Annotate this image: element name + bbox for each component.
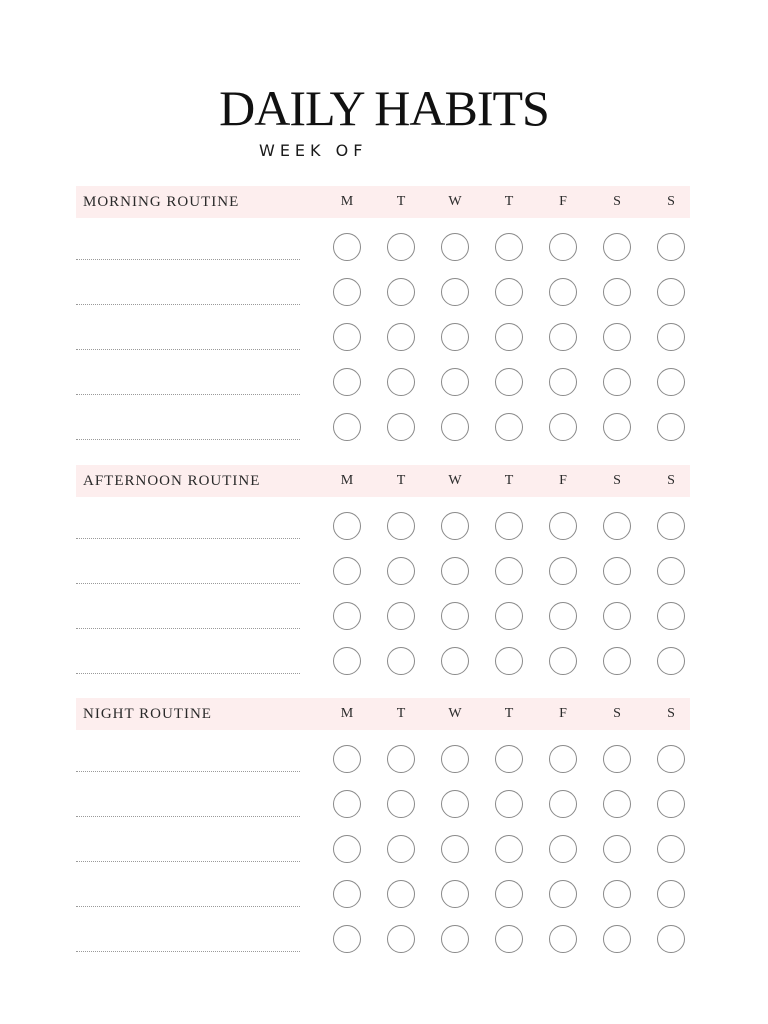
habit-name-line[interactable]	[76, 439, 300, 440]
day-label: T	[504, 473, 514, 488]
habit-checkbox[interactable]	[333, 790, 361, 818]
page-title: DAILY HABITS	[219, 80, 549, 136]
habit-checkbox[interactable]	[333, 835, 361, 863]
habit-checkbox[interactable]	[387, 790, 415, 818]
habit-checkbox[interactable]	[495, 880, 523, 908]
habit-checkbox[interactable]	[549, 602, 577, 630]
habit-checkbox[interactable]	[333, 368, 361, 396]
habit-checkbox[interactable]	[603, 602, 631, 630]
habit-name-line[interactable]	[76, 628, 300, 629]
habit-checkbox[interactable]	[603, 925, 631, 953]
habit-checkbox[interactable]	[441, 745, 469, 773]
habit-checkbox[interactable]	[603, 790, 631, 818]
habit-checkbox[interactable]	[387, 413, 415, 441]
habit-name-line[interactable]	[76, 538, 300, 539]
habit-name-line[interactable]	[76, 771, 300, 772]
habit-checkbox[interactable]	[657, 602, 685, 630]
habit-checkbox[interactable]	[441, 790, 469, 818]
day-label: S	[613, 194, 621, 209]
day-label: W	[448, 473, 462, 488]
habit-checkbox[interactable]	[603, 368, 631, 396]
habit-checkbox[interactable]	[387, 557, 415, 585]
section-header	[76, 698, 690, 730]
habit-checkbox[interactable]	[549, 745, 577, 773]
day-label: M	[340, 473, 354, 488]
day-label: F	[559, 706, 567, 721]
habit-checkbox[interactable]	[657, 368, 685, 396]
habit-checkbox[interactable]	[333, 602, 361, 630]
habit-row	[76, 790, 690, 824]
habit-checkbox[interactable]	[603, 278, 631, 306]
habit-checkbox[interactable]	[333, 745, 361, 773]
habit-checkbox[interactable]	[549, 368, 577, 396]
habit-checkbox[interactable]	[603, 512, 631, 540]
day-label: M	[340, 706, 354, 721]
habit-name-line[interactable]	[76, 304, 300, 305]
habit-checkbox[interactable]	[441, 233, 469, 261]
habit-row	[76, 512, 690, 546]
habit-checkbox[interactable]	[441, 368, 469, 396]
day-label: T	[504, 706, 514, 721]
habit-checkbox[interactable]	[387, 880, 415, 908]
habit-checkbox[interactable]	[657, 880, 685, 908]
habit-checkbox[interactable]	[603, 745, 631, 773]
habit-checkbox[interactable]	[441, 602, 469, 630]
habit-checkbox[interactable]	[333, 413, 361, 441]
habit-checkbox[interactable]	[657, 413, 685, 441]
habit-row	[76, 368, 690, 402]
habit-checkbox[interactable]	[495, 278, 523, 306]
habit-checkbox[interactable]	[333, 925, 361, 953]
habit-name-line[interactable]	[76, 861, 300, 862]
habit-checkbox[interactable]	[387, 835, 415, 863]
section-header	[76, 186, 690, 218]
habit-checkbox[interactable]	[495, 790, 523, 818]
habit-checkbox[interactable]	[495, 835, 523, 863]
section-title: AFTERNOON ROUTINE	[83, 473, 261, 489]
habit-row	[76, 602, 690, 636]
habit-checkbox[interactable]	[495, 512, 523, 540]
habit-checkbox[interactable]	[333, 880, 361, 908]
habit-row	[76, 880, 690, 914]
habit-checkbox[interactable]	[441, 278, 469, 306]
habit-checkbox[interactable]	[495, 647, 523, 675]
habit-row	[76, 745, 690, 779]
habit-checkbox[interactable]	[387, 745, 415, 773]
habit-checkbox[interactable]	[333, 278, 361, 306]
day-label: F	[559, 194, 567, 209]
habit-row	[76, 557, 690, 591]
habit-checkbox[interactable]	[603, 835, 631, 863]
habit-checkbox[interactable]	[387, 323, 415, 351]
habit-checkbox[interactable]	[495, 602, 523, 630]
habit-checkbox[interactable]	[657, 278, 685, 306]
habit-checkbox[interactable]	[441, 647, 469, 675]
habit-checkbox[interactable]	[657, 557, 685, 585]
day-label: S	[667, 194, 675, 209]
habit-name-line[interactable]	[76, 673, 300, 674]
habit-row	[76, 647, 690, 681]
day-label: S	[613, 706, 621, 721]
section-header	[76, 465, 690, 497]
week-of-label: WEEK OF	[259, 141, 368, 160]
day-label: T	[396, 194, 406, 209]
habit-row	[76, 278, 690, 312]
habit-checkbox[interactable]	[387, 647, 415, 675]
habit-checkbox[interactable]	[387, 233, 415, 261]
habit-checkbox[interactable]	[333, 323, 361, 351]
habit-checkbox[interactable]	[495, 368, 523, 396]
habit-checkbox[interactable]	[441, 512, 469, 540]
habit-checkbox[interactable]	[549, 880, 577, 908]
habit-checkbox[interactable]	[387, 368, 415, 396]
habit-checkbox[interactable]	[495, 925, 523, 953]
habit-row	[76, 233, 690, 267]
habit-checkbox[interactable]	[333, 647, 361, 675]
day-label: T	[396, 706, 406, 721]
habit-checkbox[interactable]	[495, 413, 523, 441]
day-label: W	[448, 194, 462, 209]
day-label: T	[504, 194, 514, 209]
habit-name-line[interactable]	[76, 583, 300, 584]
habit-checkbox[interactable]	[603, 413, 631, 441]
habit-name-line[interactable]	[76, 349, 300, 350]
habit-checkbox[interactable]	[333, 557, 361, 585]
habit-checkbox[interactable]	[441, 835, 469, 863]
habit-checkbox[interactable]	[441, 880, 469, 908]
day-label: M	[340, 194, 354, 209]
day-label: F	[559, 473, 567, 488]
habit-checkbox[interactable]	[495, 233, 523, 261]
habit-checkbox[interactable]	[603, 323, 631, 351]
habit-checkbox[interactable]	[387, 278, 415, 306]
habit-checkbox[interactable]	[603, 557, 631, 585]
habit-name-line[interactable]	[76, 816, 300, 817]
day-label: S	[667, 706, 675, 721]
habit-checkbox[interactable]	[441, 557, 469, 585]
habit-checkbox[interactable]	[549, 790, 577, 818]
habit-row	[76, 925, 690, 959]
habit-checkbox[interactable]	[549, 512, 577, 540]
habit-checkbox[interactable]	[657, 745, 685, 773]
habit-checkbox[interactable]	[657, 647, 685, 675]
section-title: MORNING ROUTINE	[83, 194, 240, 210]
habit-row	[76, 835, 690, 869]
habit-checkbox[interactable]	[387, 512, 415, 540]
habit-checkbox[interactable]	[657, 835, 685, 863]
habit-name-line[interactable]	[76, 259, 300, 260]
habit-checkbox[interactable]	[495, 323, 523, 351]
habit-checkbox[interactable]	[387, 925, 415, 953]
habit-checkbox[interactable]	[549, 835, 577, 863]
habit-checkbox[interactable]	[657, 925, 685, 953]
habit-checkbox[interactable]	[549, 323, 577, 351]
habit-checkbox[interactable]	[495, 557, 523, 585]
habit-name-line[interactable]	[76, 951, 300, 952]
habit-checkbox[interactable]	[441, 413, 469, 441]
habit-checkbox[interactable]	[603, 880, 631, 908]
day-label: S	[613, 473, 621, 488]
habit-checkbox[interactable]	[549, 925, 577, 953]
habit-checkbox[interactable]	[657, 512, 685, 540]
habit-checkbox[interactable]	[603, 647, 631, 675]
habit-checkbox[interactable]	[387, 602, 415, 630]
habit-row	[76, 323, 690, 357]
habit-checkbox[interactable]	[333, 512, 361, 540]
habit-checkbox[interactable]	[333, 233, 361, 261]
habit-name-line[interactable]	[76, 394, 300, 395]
habit-checkbox[interactable]	[657, 233, 685, 261]
habit-checkbox[interactable]	[495, 745, 523, 773]
habit-checkbox[interactable]	[549, 647, 577, 675]
habit-checkbox[interactable]	[549, 233, 577, 261]
habit-row	[76, 413, 690, 447]
day-label: T	[396, 473, 406, 488]
section-title: NIGHT ROUTINE	[83, 706, 212, 722]
day-label: S	[667, 473, 675, 488]
habit-checkbox[interactable]	[657, 790, 685, 818]
habit-checkbox[interactable]	[603, 233, 631, 261]
habit-checkbox[interactable]	[549, 278, 577, 306]
habit-name-line[interactable]	[76, 906, 300, 907]
day-label: W	[448, 706, 462, 721]
habit-checkbox[interactable]	[549, 413, 577, 441]
habit-checkbox[interactable]	[441, 925, 469, 953]
habit-checkbox[interactable]	[549, 557, 577, 585]
habit-checkbox[interactable]	[441, 323, 469, 351]
habit-checkbox[interactable]	[657, 323, 685, 351]
